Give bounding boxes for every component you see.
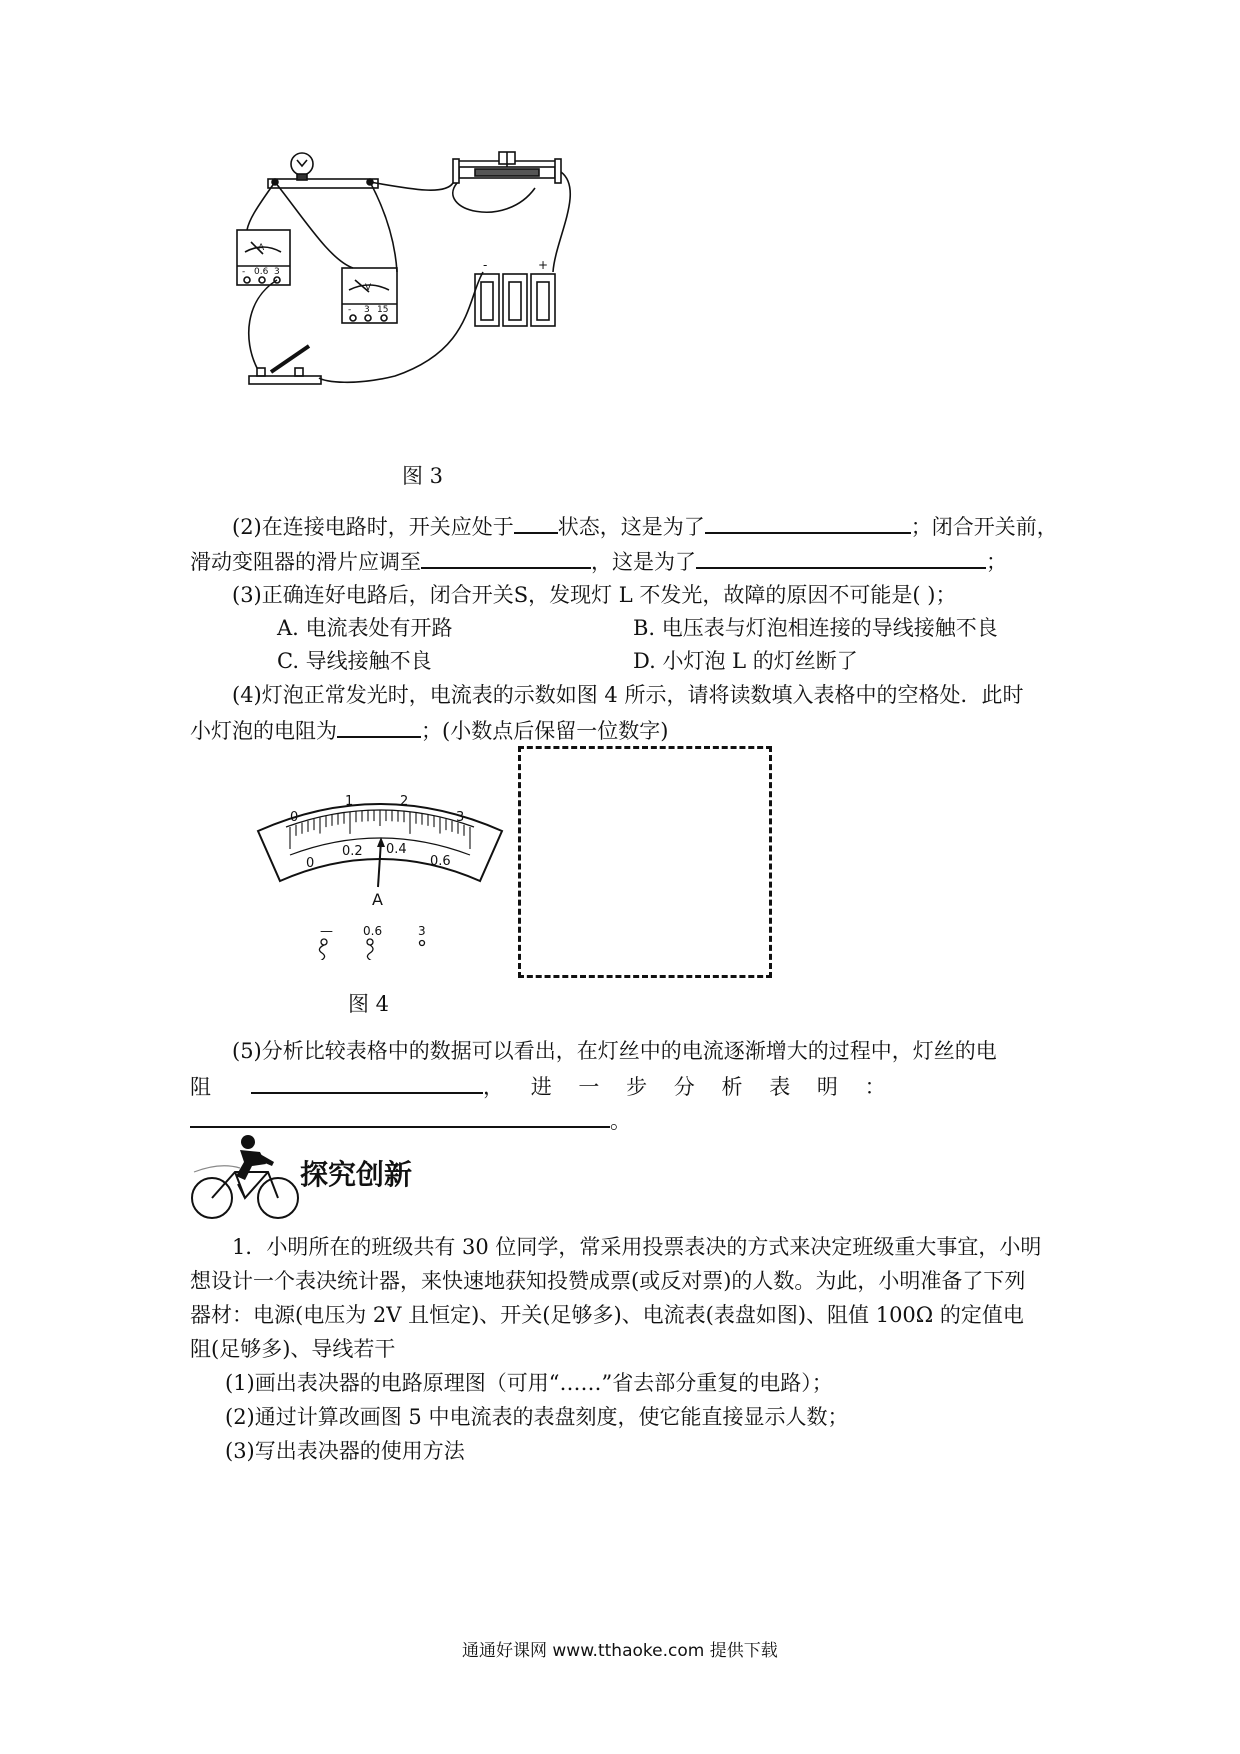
q2-line1 xyxy=(232,508,1058,545)
ammeter-label: A xyxy=(258,243,265,253)
figure4-ammeter-dial xyxy=(250,785,510,960)
q2-text: ；闭合开关前， xyxy=(910,515,1058,539)
upper-scale-label: 0 xyxy=(290,810,299,825)
footer-text: 通通好课网 www.tthaoke.com 提供下载 xyxy=(462,1641,778,1661)
q5-text: 阻 xyxy=(190,1075,211,1099)
q2-text: 状态，这是为了 xyxy=(557,515,705,539)
figure3-caption: 图 3 xyxy=(402,464,444,488)
problem1-sub: (1)画出表决器的电路原理图（可用“……”省去部分重复的电路）； xyxy=(225,1371,833,1395)
answer-blank[interactable] xyxy=(421,543,591,569)
answer-blank[interactable] xyxy=(337,712,421,738)
wire xyxy=(247,182,275,230)
q4-line1: (4)灯泡正常发光时，电流表的示数如图 4 所示，请将读数填入表格中的空格处．此时 xyxy=(232,683,1024,707)
answer-blank[interactable] xyxy=(190,1102,610,1128)
voltmeter-terminal: 3 xyxy=(364,305,370,315)
q2-text: ，这是为了 xyxy=(591,550,696,574)
problem1-line: 1．小明所在的班级共有 30 位同学，常采用投票表决的方式来决定班级重大事宜，小明 xyxy=(232,1235,1042,1259)
q5-line1: (5)分析比较表格中的数据可以看出，在灯丝中的电流逐渐增大的过程中，灯丝的电 xyxy=(232,1039,997,1063)
dial-terminal: 3 xyxy=(418,924,426,938)
ammeter-terminal: 0.6 xyxy=(254,267,269,277)
answer-blank[interactable] xyxy=(705,508,911,534)
dial-unit: A xyxy=(372,890,383,909)
answer-blank[interactable] xyxy=(251,1068,483,1094)
q5-text: 。 xyxy=(610,1109,631,1133)
problem1-sub: (3)写出表决器的使用方法 xyxy=(225,1439,465,1463)
q2-line2 xyxy=(190,543,1007,580)
upper-scale-label: 3 xyxy=(456,810,465,825)
q2-text: (2)在连接电路时，开关应处于 xyxy=(232,515,514,539)
voltmeter-label: V xyxy=(365,283,372,293)
problem1-line: 想设计一个表决统计器，来快速地获知投赞成票(或反对票)的人数。为此，小明准备了下列 xyxy=(190,1269,1026,1293)
q3-stem: (3)正确连好电路后，闭合开关S，发现灯 L 不发光，故障的原因不可能是( )； xyxy=(232,583,957,607)
figure3-circuit-diagram xyxy=(235,150,655,450)
q2-text: 滑动变阻器的滑片应调至 xyxy=(190,550,421,574)
answer-blank[interactable] xyxy=(696,543,986,569)
upper-scale-label: 2 xyxy=(400,794,409,809)
lower-scale-label: 0 xyxy=(306,856,315,871)
q3-option-b: B. 电压表与灯泡相连接的导线接触不良 xyxy=(633,616,998,640)
q4-line2 xyxy=(190,712,668,749)
problem1-line: 阻(足够多)、导线若干 xyxy=(190,1337,396,1361)
problem1-line: 器材：电源(电压为 2V 且恒定)、开关(足够多)、电流表(表盘如图)、阻值 100Ω 的定值电 xyxy=(190,1303,1024,1327)
q3-option-c: C. 导线接触不良 xyxy=(277,649,432,673)
upper-scale-label: 1 xyxy=(345,794,354,809)
section-title: 探究创新 xyxy=(300,1158,413,1191)
lower-scale-label: 0.6 xyxy=(430,854,451,869)
lower-scale-label: 0.4 xyxy=(386,842,407,857)
wire xyxy=(553,172,570,272)
wire xyxy=(249,280,277,368)
q5-line2 xyxy=(190,1068,886,1105)
figure4-caption: 图 4 xyxy=(348,992,390,1016)
q4-text: 小灯泡的电阻为 xyxy=(190,719,337,743)
dial-terminal: 0.6 xyxy=(363,924,383,938)
wire xyxy=(370,182,397,272)
wire xyxy=(370,182,453,190)
q5-text: ， 进 一 步 分 析 表 明 ： xyxy=(483,1075,886,1099)
q2-text: ； xyxy=(986,550,1007,574)
lower-scale-label: 0.2 xyxy=(342,844,363,859)
q3-option-a: A. 电流表处有开路 xyxy=(277,616,453,640)
battery-positive: + xyxy=(538,258,549,272)
lamp-base xyxy=(268,179,378,188)
wire xyxy=(453,183,535,212)
ammeter-terminal: 3 xyxy=(274,267,280,277)
battery-negative: - xyxy=(483,258,488,272)
battery-pack-icon xyxy=(475,274,555,326)
cyclist-icon xyxy=(190,1132,305,1224)
voltmeter-terminal: - xyxy=(348,305,352,315)
dial-terminal: — xyxy=(320,924,333,939)
ammeter-terminal: - xyxy=(242,267,246,277)
voltmeter-terminal: 15 xyxy=(377,305,389,315)
knife-switch-icon xyxy=(249,376,321,384)
light-bulb-icon xyxy=(291,153,313,175)
q4-text: ；(小数点后保留一位数字) xyxy=(421,719,669,743)
problem1-sub: (2)通过计算改画图 5 中电流表的表盘刻度，使它能直接显示人数； xyxy=(225,1405,849,1429)
answer-table-box[interactable] xyxy=(518,746,772,978)
answer-blank[interactable] xyxy=(514,508,558,534)
q3-option-d: D. 小灯泡 L 的灯丝断了 xyxy=(633,649,858,673)
